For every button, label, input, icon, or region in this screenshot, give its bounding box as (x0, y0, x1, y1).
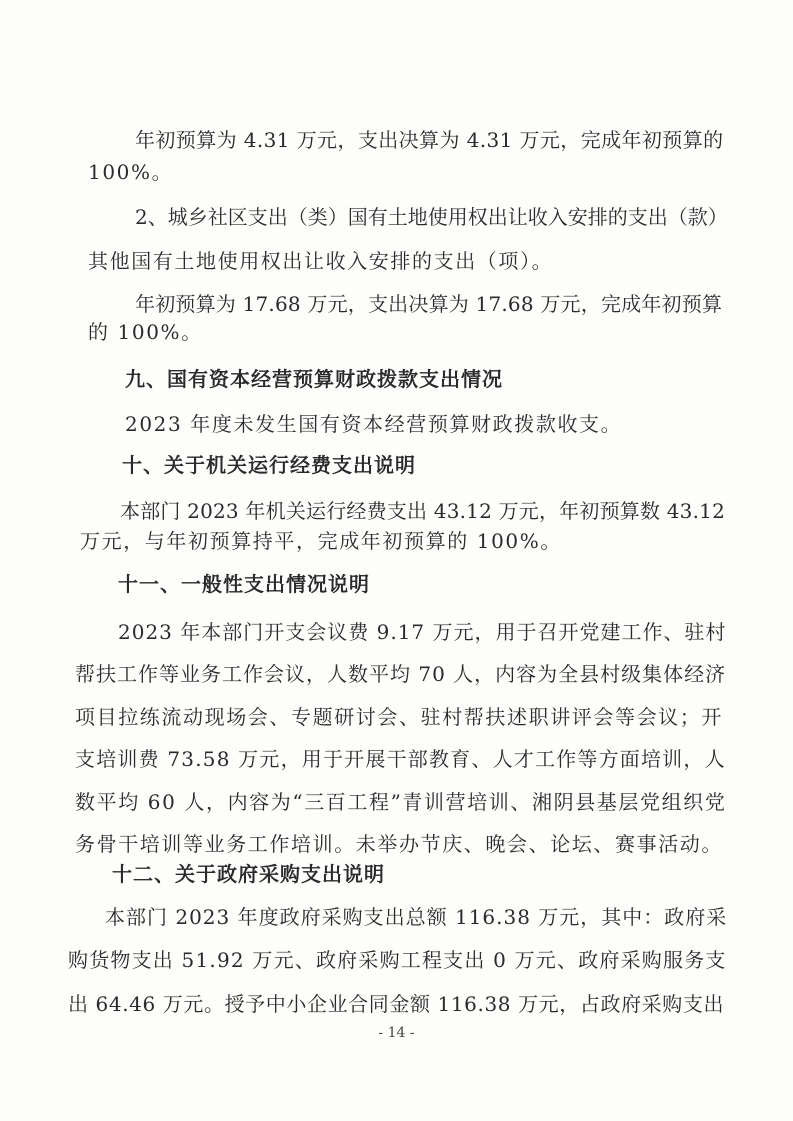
body-line: 万元，与年初预算持平，完成年初预算的 100%。 (80, 529, 562, 553)
body-line: 购货物支出 51.92 万元、政府采购工程支出 0 万元、政府采购服务支 (68, 948, 727, 972)
section-heading: 十二、关于政府采购支出说明 (112, 862, 385, 886)
body-line: 出 64.46 万元。授予中小企业合同金额 116.38 万元，占政府采购支出 (68, 992, 725, 1016)
body-line: 本部门 2023 年度政府采购支出总额 116.38 万元，其中：政府采 (105, 905, 728, 929)
body-line: 年初预算为 4.31 万元，支出决算为 4.31 万元，完成年初预算的 (135, 128, 724, 152)
body-line: 数平均 60 人，内容为“三百工程”青训营培训、湘阴县基层党组织党 (75, 790, 727, 814)
body-line: 其他国有土地使用权出让收入安排的支出（项）。 (88, 249, 554, 273)
body-line: 帮扶工作等业务工作会议，人数平均 70 人，内容为全县村级集体经济 (75, 662, 727, 686)
body-line: 100%。 (88, 160, 174, 184)
body-line: 2023 年本部门开支会议费 9.17 万元，用于召开党建工作、驻村 (118, 620, 727, 644)
body-line: 的 100%。 (88, 320, 203, 344)
section-heading: 十、关于机关运行经费支出说明 (122, 453, 416, 477)
body-line: 年初预算为 17.68 万元，支出决算为 17.68 万元，完成年初预算 (135, 292, 723, 316)
section-heading: 九、国有资本经营预算财政拨款支出情况 (125, 367, 503, 391)
section-heading: 十一、一般性支出情况说明 (118, 572, 370, 596)
body-line: 项目拉练流动现场会、专题研讨会、驻村帮扶述职讲评会等会议；开 (75, 705, 723, 729)
body-line: 2023 年度未发生国有资本经营预算财政拨款收支。 (125, 412, 623, 436)
body-line: 2、城乡社区支出（类）国有土地使用权出让收入安排的支出（款） (135, 205, 728, 229)
body-line: 务骨干培训等业务工作培训。未举办节庆、晚会、论坛、赛事活动。 (75, 832, 723, 856)
body-line: 本部门 2023 年机关运行经费支出 43.12 万元，年初预算数 43.12 (120, 499, 725, 523)
page-number: - 14 - (378, 1025, 415, 1041)
body-line: 支培训费 73.58 万元，用于开展干部教育、人才工作等方面培训，人 (75, 747, 726, 771)
